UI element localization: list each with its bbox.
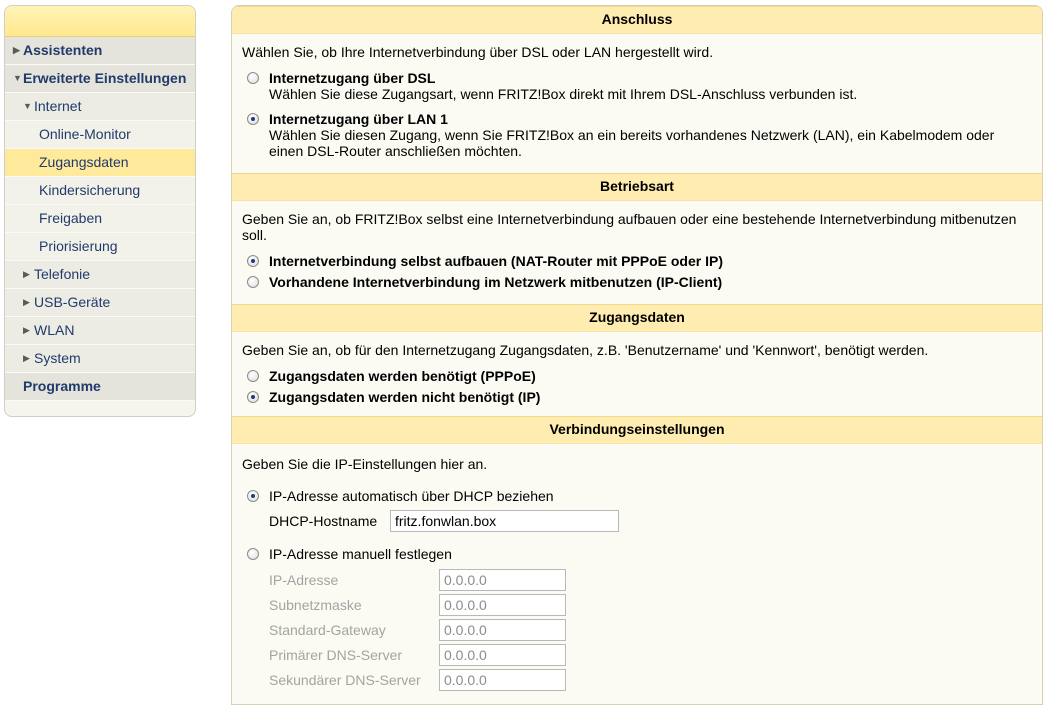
radio-dsl[interactable] [247,72,259,84]
chevron-right-icon: ▶ [23,353,30,363]
zugangsdaten-description: Geben Sie an, ob für den Internetzugang Zugangsdaten, z.B. 'Benutzername' und 'Kennwort', benötigt werden. [242,342,929,358]
gateway-row [242,618,1032,643]
sidebar-item-label: WLAN [34,322,75,338]
chevron-down-icon: ▼ [13,73,22,83]
section-verbindungseinstellungen [232,444,1042,705]
section-title-verbindungseinstellungen: Verbindungseinstellungen [232,416,1042,444]
radio-ip-client[interactable] [247,276,259,288]
option-pppoe-label: Zugangsdaten werden benötigt (PPPoE) [269,368,536,384]
primary-dns-row [242,643,1032,668]
chevron-right-icon: ▶ [13,45,20,55]
radio-pppoe[interactable] [247,370,259,382]
section-zugangsdaten [232,332,1042,416]
secondary-dns-input[interactable] [439,669,566,691]
option-dsl-label: Internetzugang über DSL [269,70,436,86]
manual-ip-fields [242,568,1032,693]
radio-manual-ip[interactable] [247,548,259,560]
ip-address-label: IP-Adresse [269,572,339,588]
gateway-label: Standard-Gateway [269,622,386,638]
sidebar-item-wlan[interactable] [5,317,195,345]
sidebar-item-label: Priorisierung [39,238,118,254]
subnet-mask-row [242,593,1032,618]
sidebar-item-system[interactable] [5,345,195,373]
sidebar-header [5,6,195,37]
anschluss-description: Wählen Sie, ob Ihre Internetverbindung über DSL oder LAN hergestellt wird. [242,44,714,60]
sidebar-item-label: Erweiterte Einstellungen [23,70,187,86]
option-lan-label: Internetzugang über LAN 1 [269,111,448,127]
sidebar-nav [4,5,196,417]
sidebar-item-label: System [34,350,81,366]
secondary-dns-label: Sekundärer DNS-Server [269,672,421,688]
section-title-zugangsdaten: Zugangsdaten [232,304,1042,332]
primary-dns-input[interactable] [439,644,566,666]
hostname-row [242,509,1032,534]
secondary-dns-row [242,668,1032,693]
sidebar-item-label: Online-Monitor [39,126,131,142]
sidebar-item-label: Kindersicherung [39,182,141,198]
radio-ip[interactable] [247,391,259,403]
sidebar-item-assistenten[interactable] [5,37,195,65]
option-ip-label: Zugangsdaten werden nicht benötigt (IP) [269,389,541,405]
sidebar-item-label: Freigaben [39,210,103,226]
primary-dns-label: Primärer DNS-Server [269,647,403,663]
radio-dhcp[interactable] [247,490,259,502]
sidebar-item-internet[interactable] [5,93,195,121]
sidebar-item-label: Telefonie [34,266,91,282]
section-anschluss [232,34,1042,173]
sidebar-item-label: Zugangsdaten [39,154,129,170]
sidebar-item-online-monitor[interactable] [5,121,195,149]
sidebar-item-telefonie[interactable] [5,261,195,289]
sidebar-item-usb-geraete[interactable] [5,289,195,317]
chevron-right-icon: ▶ [23,269,30,279]
sidebar-item-label: USB-Geräte [34,294,111,310]
betriebsart-description: Geben Sie an, ob FRITZ!Box selbst eine Internetverbindung aufbauen oder eine bestehende Internetverbindung mitbenutzen soll. [242,211,1017,243]
main-panel [231,5,1043,705]
hostname-label: DHCP-Hostname [269,513,378,529]
option-lan[interactable] [242,111,1032,159]
gateway-input[interactable] [439,619,566,641]
option-nat-router-label: Internetverbindung selbst aufbauen (NAT-Router mit PPPoE oder IP) [269,253,724,269]
verbindung-description: Geben Sie die IP-Einstellungen hier an. [242,456,488,472]
option-lan-description: Wählen Sie diesen Zugang, wenn Sie FRITZ!Box an ein bereits vorhandenes Netzwerk (LAN), ein Kabelmodem oder einen DSL-Router anschließen möchten. [269,127,995,159]
option-ip-client[interactable] [242,274,1032,290]
option-nat-router[interactable] [242,253,1032,269]
option-manual-ip[interactable] [242,546,1032,562]
section-title-betriebsart: Betriebsart [232,173,1042,201]
option-dsl[interactable] [242,70,1032,102]
ip-address-input[interactable] [439,569,566,591]
sidebar-item-zugangsdaten[interactable] [5,149,195,177]
section-title-anschluss: Anschluss [232,6,1042,34]
chevron-down-icon: ▼ [23,101,32,111]
sidebar-item-label: Programme [23,378,101,394]
option-manual-ip-label: IP-Adresse manuell festlegen [269,546,452,562]
radio-nat-router[interactable] [247,255,259,267]
option-ip-client-label: Vorhandene Internetverbindung im Netzwerk mitbenutzen (IP-Client) [269,274,723,290]
option-dsl-description: Wählen Sie diese Zugangsart, wenn FRITZ!Box direkt mit Ihrem DSL-Anschluss verbunden ist. [269,86,858,102]
subnet-mask-label: Subnetzmaske [269,597,362,613]
subnet-mask-input[interactable] [439,594,566,616]
sidebar-item-label: Assistenten [23,42,103,58]
option-pppoe[interactable] [242,368,1032,384]
hostname-input[interactable] [390,510,619,532]
option-dhcp-label: IP-Adresse automatisch über DHCP beziehen [269,488,554,504]
sidebar-item-priorisierung[interactable] [5,233,195,261]
sidebar-item-programme[interactable] [5,373,195,401]
section-betriebsart [232,201,1042,304]
radio-lan[interactable] [247,113,259,125]
sidebar-item-erweiterte-einstellungen[interactable] [5,65,195,93]
option-dhcp[interactable] [242,488,1032,504]
sidebar-item-kindersicherung[interactable] [5,177,195,205]
chevron-right-icon: ▶ [23,297,30,307]
option-ip[interactable] [242,389,1032,405]
chevron-right-icon: ▶ [23,325,30,335]
sidebar-item-label: Internet [34,98,82,114]
ip-address-row [242,568,1032,593]
sidebar-item-freigaben[interactable] [5,205,195,233]
